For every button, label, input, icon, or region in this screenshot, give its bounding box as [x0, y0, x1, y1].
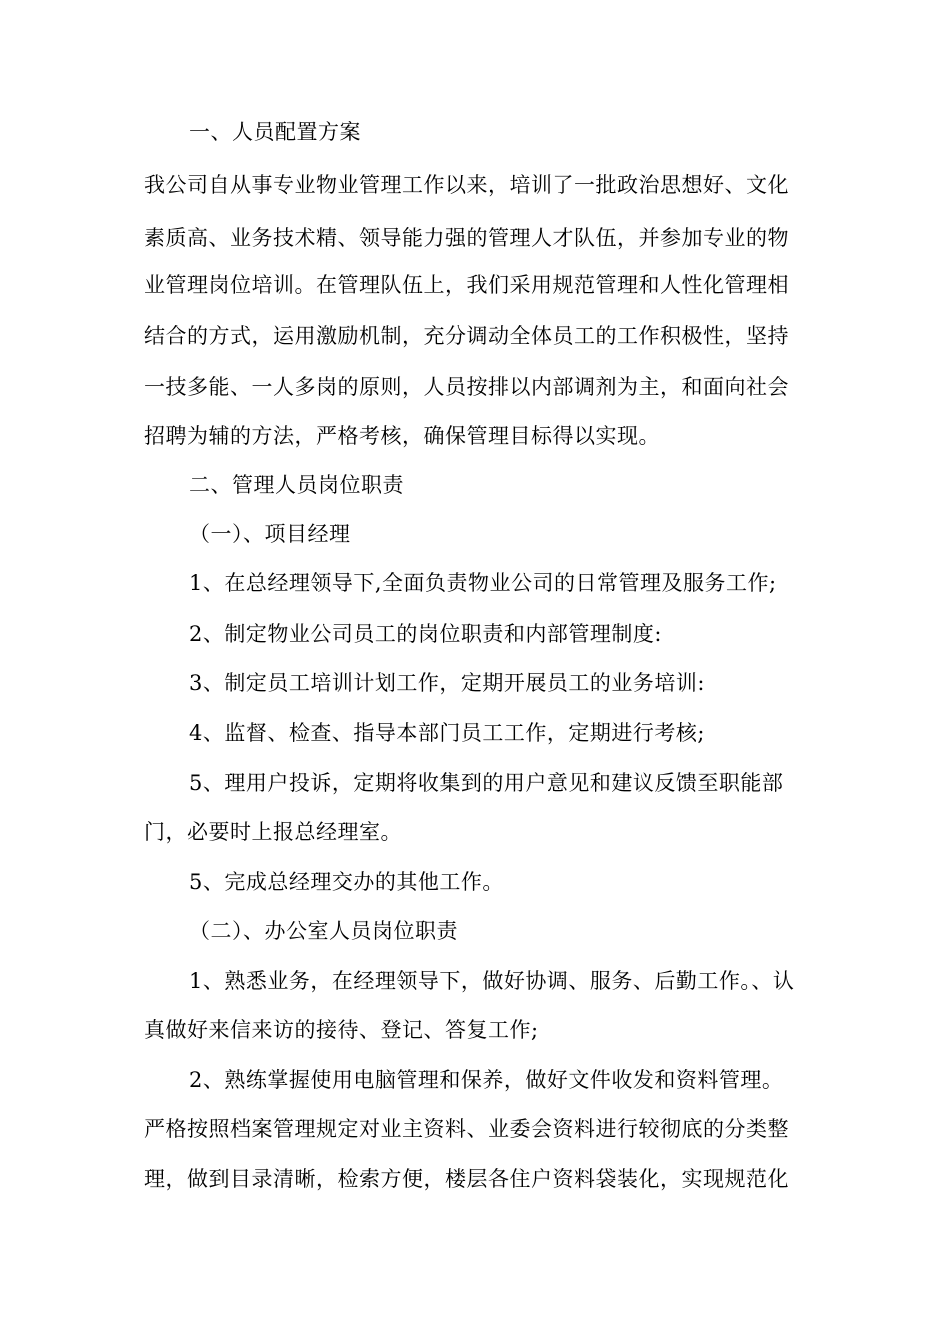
list-item-continuation: 严格按照档案管理规定对业主资料、业委会资料进行较彻底的分类整 — [144, 1117, 789, 1141]
list-item: 5、完成总经理交办的其他工作。 — [189, 870, 504, 894]
paragraph-line: 招聘为辅的方法，严格考核，确保管理目标得以实现。 — [144, 424, 660, 448]
list-item: 5、理用户投诉，定期将收集到的用户意见和建议反馈至职能部 — [189, 771, 784, 795]
list-item-continuation: 门，必要时上报总经理室。 — [144, 820, 402, 844]
list-item-continuation: 理，做到目录清晰，检索方便，楼层各住户资料袋装化，实现规范化 — [144, 1167, 789, 1191]
paragraph-line: 素质高、业务技术精、领导能力强的管理人才队伍，并参加专业的物 — [144, 226, 789, 250]
list-item: 4、监督、检查、指导本部门员工工作，定期进行考核; — [189, 721, 705, 745]
list-item: 1、熟悉业务，在经理领导下，做好协调、服务、后勤工作。、认 — [189, 969, 795, 993]
list-item: 3、制定员工培训计划工作，定期开展员工的业务培训: — [189, 671, 705, 695]
subsection-heading: （二）、办公室人员岗位职责 — [189, 919, 458, 943]
list-item: 1、在总经理领导下,全面负责物业公司的日常管理及服务工作; — [189, 571, 777, 595]
paragraph-line: 结合的方式，运用激励机制，充分调动全体员工的工作积极性，坚持 — [144, 324, 789, 348]
list-item-continuation: 真做好来信来访的接待、登记、答复工作; — [144, 1018, 539, 1042]
section-heading: 二、管理人员岗位职责 — [189, 473, 404, 497]
list-item: 2、制定物业公司员工的岗位职责和内部管理制度: — [189, 622, 662, 646]
paragraph-line: 我公司自从事专业物业管理工作以来，培训了一批政治思想好、文化 — [144, 173, 789, 197]
section-heading: 一、人员配置方案 — [189, 120, 361, 144]
list-item: 2、熟练掌握使用电脑管理和保养，做好文件收发和资料管理。 — [189, 1068, 784, 1092]
paragraph-line: 业管理岗位培训。在管理队伍上，我们采用规范管理和人性化管理相 — [144, 273, 789, 297]
paragraph-line: 一技多能、一人多岗的原则，人员按排以内部调剂为主，和面向社会 — [144, 375, 789, 399]
subsection-heading: （一）、项目经理 — [189, 522, 351, 546]
